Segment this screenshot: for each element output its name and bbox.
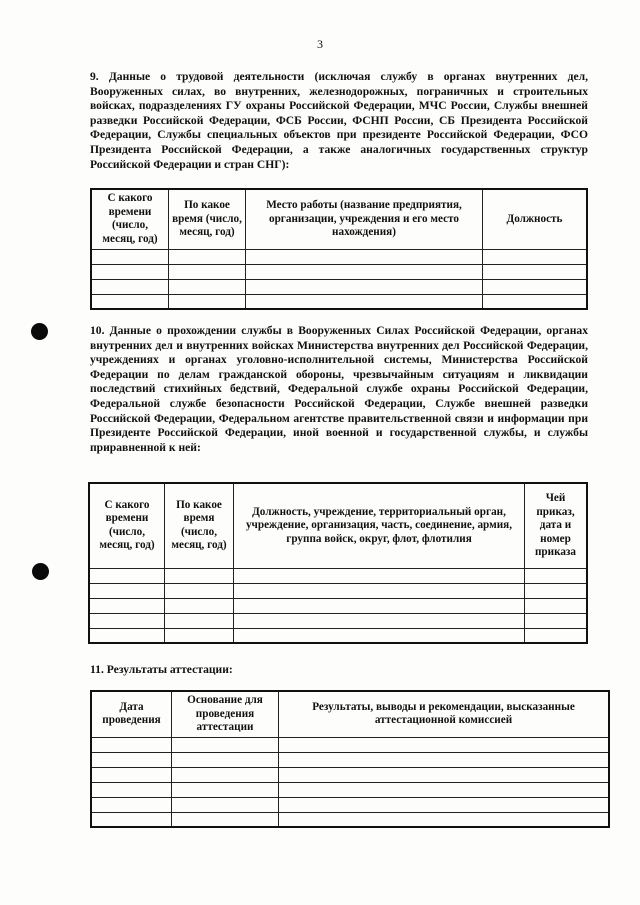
- punch-hole: [31, 323, 48, 340]
- table-cell[interactable]: [165, 568, 234, 583]
- table-cell[interactable]: [169, 279, 246, 294]
- table-cell[interactable]: [279, 797, 610, 812]
- table-header-row: [89, 483, 587, 568]
- table-cell[interactable]: [246, 249, 483, 264]
- table-cell[interactable]: [91, 767, 172, 782]
- table-row: [91, 279, 587, 294]
- table-cell[interactable]: [172, 752, 279, 767]
- table-row: [91, 797, 609, 812]
- table-header-row: [91, 189, 587, 249]
- table-cell[interactable]: [525, 583, 588, 598]
- table-cell[interactable]: [483, 249, 588, 264]
- attestation-table: [90, 690, 610, 828]
- table-cell[interactable]: [246, 264, 483, 279]
- table-header-row: [91, 691, 609, 737]
- table-cell[interactable]: [483, 294, 588, 309]
- table-row: [89, 583, 587, 598]
- table-cell[interactable]: [234, 598, 525, 613]
- table-cell[interactable]: [525, 598, 588, 613]
- column-header-to-date: По какое время (число, месяц, год): [165, 483, 234, 568]
- table-cell[interactable]: [165, 583, 234, 598]
- table-cell[interactable]: [165, 613, 234, 628]
- table-row: [91, 294, 587, 309]
- table-cell[interactable]: [525, 613, 588, 628]
- table-cell[interactable]: [279, 737, 610, 752]
- table-cell[interactable]: [169, 249, 246, 264]
- table-row: [91, 767, 609, 782]
- table-cell[interactable]: [91, 294, 169, 309]
- table-cell[interactable]: [279, 782, 610, 797]
- table-cell[interactable]: [165, 628, 234, 643]
- table-cell[interactable]: [89, 583, 165, 598]
- table-row: [89, 613, 587, 628]
- table-row: [91, 752, 609, 767]
- column-header-service-position: Должность, учреждение, территориальный орган, учреждение, организация, часть, соединение, армия, группа войск, округ, флот, флотилия: [234, 483, 525, 568]
- table-cell[interactable]: [525, 628, 588, 643]
- table-row: [91, 264, 587, 279]
- table-cell[interactable]: [525, 568, 588, 583]
- table-cell[interactable]: [246, 294, 483, 309]
- table-cell[interactable]: [279, 767, 610, 782]
- table-cell[interactable]: [279, 812, 610, 827]
- table-cell[interactable]: [91, 752, 172, 767]
- table-cell[interactable]: [246, 279, 483, 294]
- table-cell[interactable]: [91, 249, 169, 264]
- table-row: [89, 568, 587, 583]
- table-row: [91, 249, 587, 264]
- section-9-heading: 9. Данные о трудовой деятельности (исключая службу в органах внутренних дел, Вооруженных силах, во внутренних, железнодорожных, пограничных и строительных войсках, подразделениях ГУ охраны Российской Федерации, МЧС России, Службы внешней разведки Российской Федерации, ФСБ России, ФСНП России, СБ Президента Российской Федерации, Службы специальных объектов при президенте Российской Федерации, ФСО Президента Российской Федерации, а также аналогичных государственных структур Российской Федерации и стран СНГ):: [90, 70, 588, 171]
- column-header-date: Дата проведения: [91, 691, 172, 737]
- table-cell[interactable]: [483, 279, 588, 294]
- column-header-results: Результаты, выводы и рекомендации, высказанные аттестационной комиссией: [279, 691, 610, 737]
- table-row: [91, 812, 609, 827]
- table-cell[interactable]: [234, 568, 525, 583]
- table-cell[interactable]: [279, 752, 610, 767]
- column-header-to-date: По какое время (число, месяц, год): [169, 189, 246, 249]
- table-cell[interactable]: [172, 782, 279, 797]
- table-cell[interactable]: [234, 613, 525, 628]
- table-cell[interactable]: [91, 812, 172, 827]
- page-number: 3: [317, 37, 323, 51]
- column-header-from-date: С какого времени (число, месяц, год): [91, 189, 169, 249]
- punch-hole: [32, 563, 49, 580]
- work-history-table: [90, 188, 588, 310]
- table-cell[interactable]: [89, 598, 165, 613]
- table-cell[interactable]: [234, 583, 525, 598]
- table-cell[interactable]: [89, 628, 165, 643]
- table-row: [89, 598, 587, 613]
- table-cell[interactable]: [172, 767, 279, 782]
- column-header-from-date: С какого времени (число, месяц, год): [89, 483, 165, 568]
- column-header-workplace: Место работы (название предприятия, организации, учреждения и его место нахождения): [246, 189, 483, 249]
- table-cell[interactable]: [172, 812, 279, 827]
- table-cell[interactable]: [172, 737, 279, 752]
- section-10-heading: 10. Данные о прохождении службы в Вооруженных Силах Российской Федерации, органах внутренних дел и внутренних войсках Министерства внутренних дел Российской Федерации, учреждениях и органах уголовно-исполнительной системы, Министерства Российской Федерации по делам гражданской обороны, чрезвычайным ситуациям и ликвидации последствий стихийных бедствий, Федеральной службе охраны Российской Федерации, Федеральной службе безопасности Российской Федерации, Службе внешней разведки Российской Федерации, Федеральном агентстве правительственной связи и информации при Президенте Российской Федерации, иной военной и государственной службы, и службы приравненной к ней:: [90, 324, 588, 454]
- table-cell[interactable]: [169, 264, 246, 279]
- table-cell[interactable]: [89, 568, 165, 583]
- table-cell[interactable]: [483, 264, 588, 279]
- table-row: [89, 628, 587, 643]
- table-row: [91, 782, 609, 797]
- section-11-heading: 11. Результаты аттестации:: [90, 663, 233, 676]
- table-cell[interactable]: [91, 782, 172, 797]
- table-cell[interactable]: [89, 613, 165, 628]
- column-header-order: Чей приказ, дата и номер приказа: [525, 483, 588, 568]
- table-cell[interactable]: [91, 279, 169, 294]
- table-cell[interactable]: [234, 628, 525, 643]
- table-cell[interactable]: [91, 264, 169, 279]
- service-history-table: [88, 482, 588, 644]
- column-header-basis: Основание для проведения аттестации: [172, 691, 279, 737]
- table-cell[interactable]: [91, 737, 172, 752]
- column-header-position: Должность: [483, 189, 588, 249]
- table-cell[interactable]: [165, 598, 234, 613]
- table-cell[interactable]: [172, 797, 279, 812]
- table-row: [91, 737, 609, 752]
- table-cell[interactable]: [169, 294, 246, 309]
- table-cell[interactable]: [91, 797, 172, 812]
